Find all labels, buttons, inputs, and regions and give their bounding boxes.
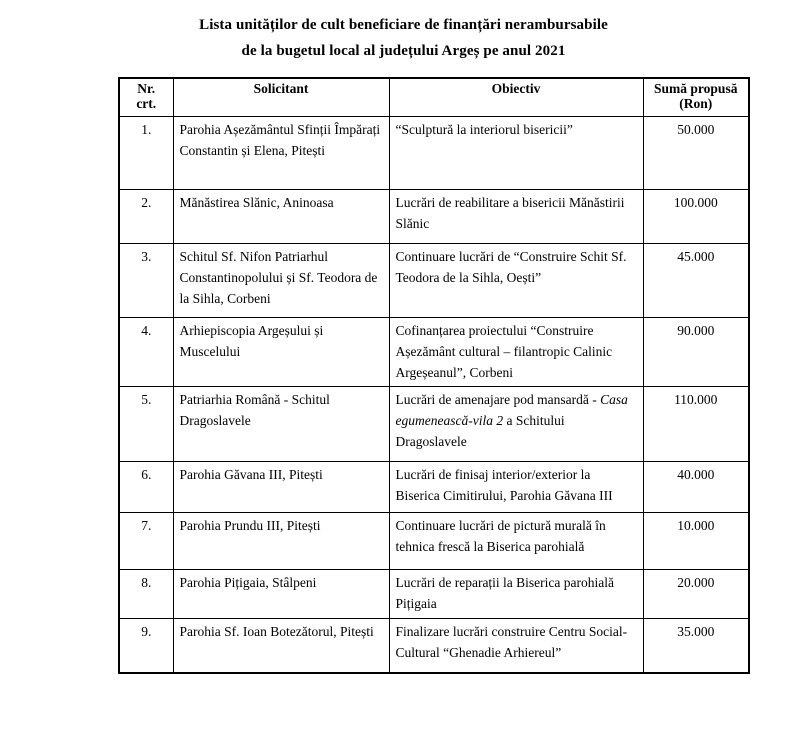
cell-nr: 5. — [119, 387, 173, 462]
table-row — [119, 619, 749, 673]
cell-suma: 90.000 — [643, 318, 749, 387]
cell-obiectiv: Lucrări de finisaj interior/exterior la Biserica Cimitirului, Parohia Găvana III — [389, 462, 643, 513]
cell-nr: 7. — [119, 513, 173, 570]
cell-nr: 8. — [119, 570, 173, 619]
obiectiv-text-italic: Casa egumenească-vila 2 — [395, 392, 628, 428]
cell-obiectiv: Cofinanțarea proiectului “Construire Așezământ cultural – filantropic Calinic Argeșeanul”, Corbeni — [389, 318, 643, 387]
header-suma-line-2: (Ron) — [679, 96, 713, 111]
cell-nr: 3. — [119, 244, 173, 318]
cell-solicitant: Parohia Pițigaia, Stâlpeni — [173, 570, 389, 619]
table-row — [119, 318, 749, 387]
header-solicitant: Solicitant — [173, 78, 389, 117]
cell-suma: 10.000 — [643, 513, 749, 570]
cell-solicitant: Arhiepiscopia Argeșului și Muscelului — [173, 318, 389, 387]
table-row — [119, 190, 749, 244]
cell-solicitant: Patriarhia Română - Schitul Dragoslavele — [173, 387, 389, 462]
funding-table — [118, 77, 750, 674]
cell-solicitant: Mănăstirea Slănic, Aninoasa — [173, 190, 389, 244]
obiectiv-text-after: a Schitului Dragoslavele — [395, 413, 565, 449]
cell-obiectiv: “Sculptură la interiorul bisericii” — [389, 117, 643, 190]
header-suma-propusa — [643, 78, 749, 117]
table-row — [119, 244, 749, 318]
page-title — [0, 0, 807, 64]
cell-suma: 50.000 — [643, 117, 749, 190]
header-nr-crt: Nr. crt. — [119, 78, 173, 117]
cell-suma: 35.000 — [643, 619, 749, 673]
table-row — [119, 117, 749, 190]
table-row — [119, 387, 749, 462]
page-title-line-1: Lista unităților de cult beneficiare de finanțări nerambursabile — [199, 17, 608, 33]
table-header-row — [119, 78, 749, 117]
cell-obiectiv — [389, 387, 643, 462]
cell-suma: 100.000 — [643, 190, 749, 244]
cell-nr: 1. — [119, 117, 173, 190]
table-row — [119, 462, 749, 513]
cell-solicitant: Parohia Așezământul Sfinții Împărați Constantin și Elena, Pitești — [173, 117, 389, 190]
cell-nr: 9. — [119, 619, 173, 673]
cell-nr: 4. — [119, 318, 173, 387]
table-row — [119, 513, 749, 570]
cell-suma: 45.000 — [643, 244, 749, 318]
cell-solicitant: Parohia Sf. Ioan Botezătorul, Pitești — [173, 619, 389, 673]
cell-solicitant: Schitul Sf. Nifon Patriarhul Constantinopolului și Sf. Teodora de la Sihla, Corbeni — [173, 244, 389, 318]
cell-obiectiv: Lucrări de reabilitare a bisericii Mănăstirii Slănic — [389, 190, 643, 244]
cell-obiectiv: Finalizare lucrări construire Centru Social-Cultural “Ghenadie Arhiereul” — [389, 619, 643, 673]
cell-suma: 40.000 — [643, 462, 749, 513]
header-suma-line-1: Sumă propusă — [654, 81, 738, 96]
cell-solicitant: Parohia Prundu III, Pitești — [173, 513, 389, 570]
table-row — [119, 570, 749, 619]
header-obiectiv: Obiectiv — [389, 78, 643, 117]
obiectiv-text-before: Lucrări de amenajare pod mansardă - — [395, 392, 601, 407]
cell-suma: 110.000 — [643, 387, 749, 462]
cell-nr: 6. — [119, 462, 173, 513]
cell-solicitant: Parohia Găvana III, Pitești — [173, 462, 389, 513]
cell-suma: 20.000 — [643, 570, 749, 619]
cell-nr: 2. — [119, 190, 173, 244]
cell-obiectiv: Continuare lucrări de pictură murală în tehnica frescă la Biserica parohială — [389, 513, 643, 570]
cell-obiectiv: Lucrări de reparații la Biserica parohială Pițigaia — [389, 570, 643, 619]
cell-obiectiv: Continuare lucrări de “Construire Schit Sf. Teodora de la Sihla, Oești” — [389, 244, 643, 318]
page-title-line-2: de la bugetul local al județului Argeș pe anul 2021 — [241, 43, 566, 59]
